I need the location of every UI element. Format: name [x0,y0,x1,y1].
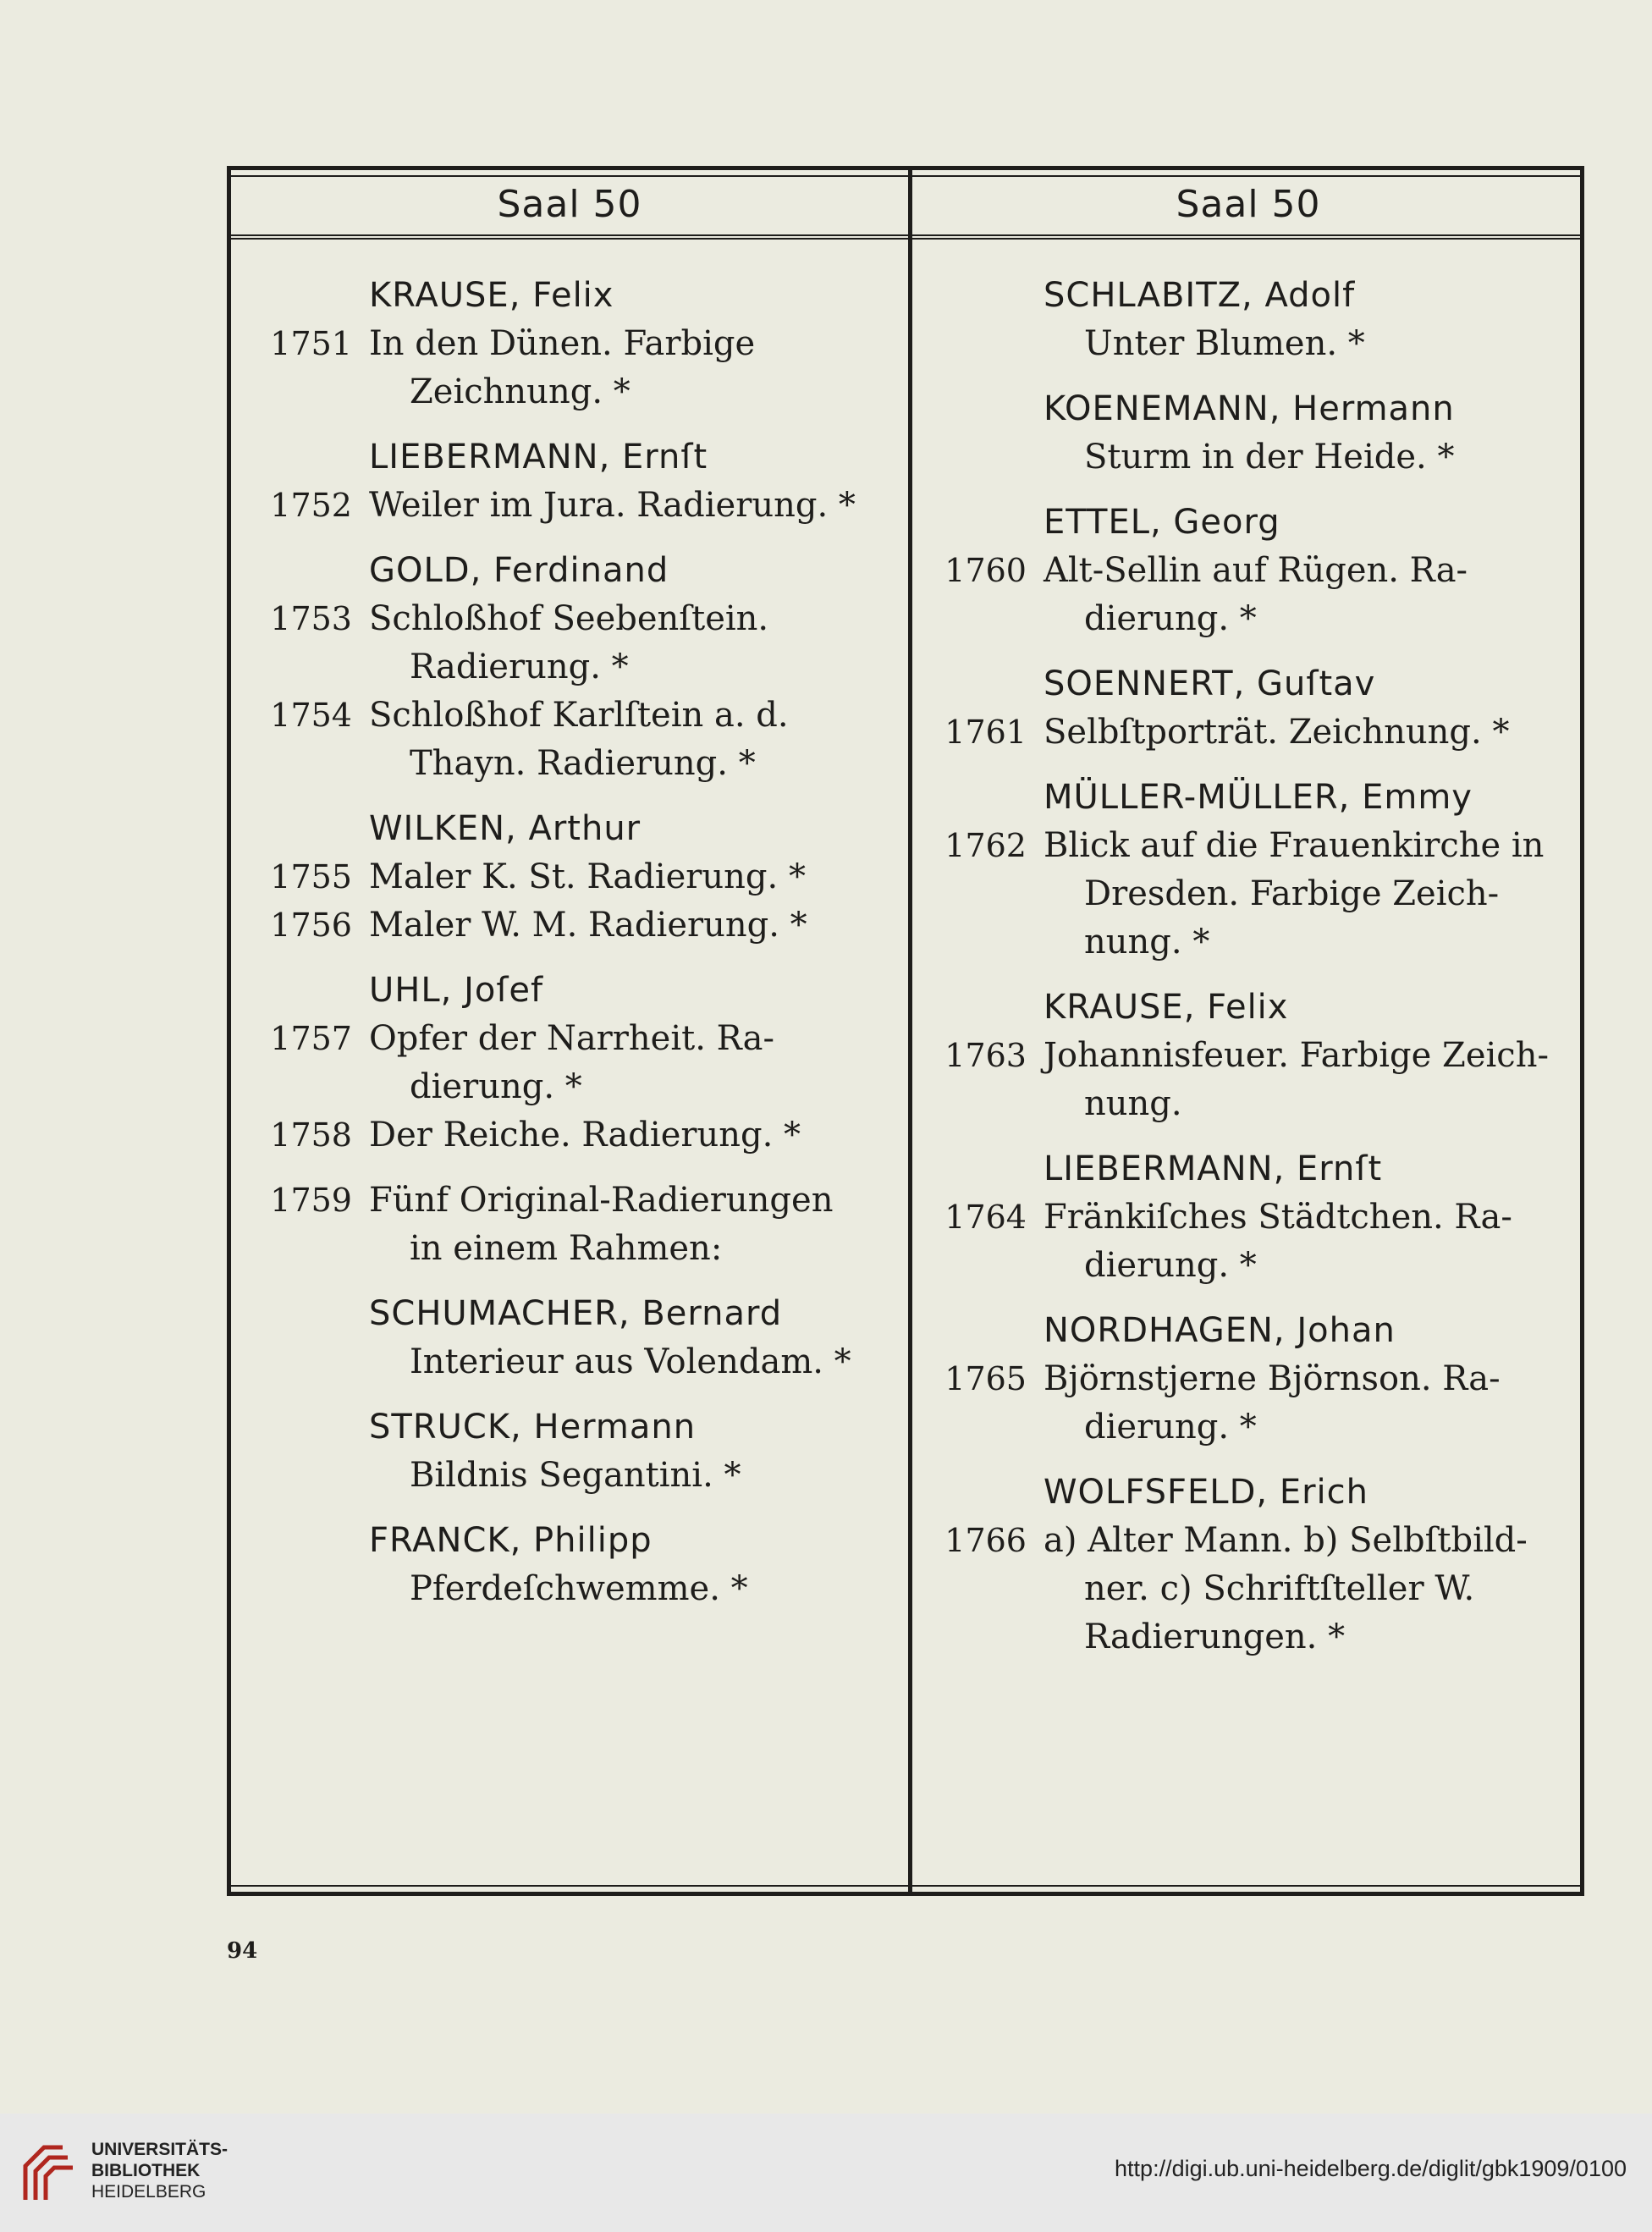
artist-entry [917,272,1582,368]
catalog-number [917,433,1044,482]
entry-gap [917,757,1582,774]
work-title-line: Interieur aus Volendam. * [410,1342,851,1381]
catalog-item [231,1177,900,1273]
catalog-item [231,1015,900,1111]
header-rule [231,234,1580,240]
catalog-item [917,822,1582,967]
artist-entry [231,967,900,1160]
work-title [1044,1032,1582,1128]
catalog-number: 1764 [944,1199,1027,1236]
artist-name: KRAUSE, Felix [369,276,614,315]
work-title-line: Zeichnung. * [410,372,631,411]
catalog-item [231,482,900,530]
catalog-number: 1762 [944,827,1027,864]
catalog-number: 1760 [944,552,1027,589]
library-logo-icon [19,2141,78,2207]
artist-entry [231,433,900,530]
artist-name: NORDHAGEN, Johan [1044,1311,1396,1350]
column-header-left: Saal 50 [497,183,642,226]
catalog-number: 1757 [270,1020,352,1057]
work-title [369,901,900,950]
work-title-line: Fünf Original-Radierungen [369,1181,834,1220]
artist-name: KRAUSE, Felix [1044,988,1289,1027]
artist-entry [231,1290,900,1386]
catalog-item [231,901,900,950]
work-title-line: nung. * [1084,923,1210,962]
work-title-line: Der Reiche. Radierung. * [369,1116,801,1155]
work-title [1044,1517,1582,1662]
catalog-number: 1753 [270,600,352,637]
work-title [1044,708,1582,757]
work-title-line: Alt-Sellin auf Rügen. Ra- [1044,551,1468,590]
artist-entry [231,547,900,788]
entry-gap [231,1160,900,1177]
artist-name: ETTEL, Georg [1044,503,1280,542]
work-title-line: Maler K. St. Radierung. * [369,857,806,896]
catalog-item [917,320,1582,368]
catalog-number [917,320,1044,368]
artist-name: STRUCK, Hermann [369,1408,697,1447]
catalog-item [231,1111,900,1160]
work-title-line: Maler W. M. Radierung. * [369,906,807,945]
catalog-number: 1755 [270,858,352,896]
artist-entry [231,272,900,416]
work-title-line: in einem Rahmen: [410,1229,723,1268]
work-title [369,1565,900,1613]
entry-gap [231,1273,900,1290]
entry-gap [917,643,1582,660]
library-line-3: HEIDELBERG [91,2182,206,2202]
column-header-right: Saal 50 [1176,183,1321,226]
library-line-2: BIBLIOTHEK [91,2161,201,2180]
work-title-line: nung. [1084,1084,1182,1123]
artist-name: MÜLLER-MÜLLER, Emmy [1044,778,1473,817]
artist-name: LIEBERMANN, Ernſt [1044,1149,1383,1188]
work-title [369,692,900,788]
work-title-line: dierung. * [1084,1246,1257,1285]
entry-gap [917,368,1582,385]
work-title [369,595,900,692]
work-title-line: a) Alter Mann. b) Selbſtbild- [1044,1521,1528,1560]
catalog-number: 1756 [270,907,352,944]
page-number: 94 [227,1938,258,1964]
catalog-table [227,166,1584,1896]
work-title [1044,433,1582,482]
catalog-item [917,1355,1582,1452]
library-line-1: UNIVERSITÄTS- [91,2140,229,2159]
artist-entry [917,774,1582,967]
work-title-line: Bildnis Segantini. * [410,1456,741,1495]
catalog-item [917,547,1582,643]
catalog-item [917,1193,1582,1290]
catalog-item [917,708,1582,757]
work-title-line: Opfer der Narrheit. Ra- [369,1019,775,1058]
catalog-number: 1759 [270,1182,352,1219]
entry-gap [917,967,1582,984]
work-title [369,320,900,416]
work-title-line: dierung. * [410,1067,582,1106]
catalog-number: 1751 [270,325,352,362]
catalog-number: 1766 [944,1522,1027,1559]
artist-entry [231,805,900,950]
work-title-line: Björnstjerne Björnson. Ra- [1044,1359,1501,1398]
artist-entry [231,1517,900,1613]
entry-gap [231,1386,900,1403]
right-column [917,272,1582,1662]
catalog-item [917,433,1582,482]
footer-bar [0,2114,1652,2232]
artist-name: SCHUMACHER, Bernard [369,1294,783,1333]
artist-entry [917,1307,1582,1452]
artist-entry [917,984,1582,1128]
catalog-number: 1761 [944,714,1027,751]
work-title [369,1452,900,1500]
work-title-line: In den Dünen. Farbige [369,324,756,363]
work-title-line: Blick auf die Frauenkirche in [1044,826,1545,865]
work-title [1044,547,1582,643]
left-column [231,272,900,1613]
artist-name: KOENEMANN, Hermann [1044,389,1455,428]
work-title [369,1111,900,1160]
entry-gap [231,530,900,547]
work-title [1044,1193,1582,1290]
catalog-item [231,1565,900,1613]
work-title [369,482,900,530]
entry-gap [231,788,900,805]
catalog-number: 1752 [270,487,352,524]
work-title-line: Radierungen. * [1084,1618,1346,1656]
catalog-item [231,595,900,692]
artist-name: FRANCK, Philipp [369,1521,653,1560]
work-title-line: dierung. * [1084,599,1257,638]
catalog-item [231,1452,900,1500]
work-title-line: dierung. * [1084,1408,1257,1447]
work-title-line: Dresden. Farbige Zeich- [1084,874,1500,913]
catalog-item [917,1517,1582,1662]
catalog-number [231,1452,369,1500]
work-title-line: Johannisfeuer. Farbige Zeich- [1044,1036,1549,1075]
artist-name: WILKEN, Arthur [369,809,642,848]
artist-entry [917,385,1582,482]
catalog-number: 1754 [270,697,352,734]
work-title [369,853,900,901]
work-title [1044,320,1582,368]
catalog-item [917,1032,1582,1128]
catalog-item [231,853,900,901]
artist-name: UHL, Joſef [369,971,544,1010]
entry-gap [917,1452,1582,1469]
entry-gap [917,482,1582,499]
catalog-number: 1758 [270,1116,352,1154]
catalog-number [231,1338,369,1386]
work-title [1044,822,1582,967]
entry-gap [231,416,900,433]
work-title [1044,1355,1582,1452]
work-title-line: Radierung. * [410,648,629,686]
artist-entry [231,1403,900,1500]
catalog-item [231,320,900,416]
artist-name: SCHLABITZ, Adolf [1044,276,1356,315]
column-divider [908,170,912,1892]
library-name [91,2139,228,2202]
catalog-number: 1763 [944,1037,1027,1074]
work-title-line: Schloßhof Karlſtein a. d. [369,696,789,735]
work-title-line: ner. c) Schriftſteller W. [1084,1569,1475,1608]
catalog-item [231,1338,900,1386]
work-title-line: Weiler im Jura. Radierung. * [369,486,856,525]
artist-name: SOENNERT, Guſtav [1044,664,1376,703]
entry-gap [917,1290,1582,1307]
work-title-line: Schloßhof Seebenſtein. [369,599,769,638]
work-title-line: Selbſtporträt. Zeichnung. * [1044,713,1510,752]
artist-name: GOLD, Ferdinand [369,551,669,590]
bottom-rule [231,1885,1580,1887]
catalog-number: 1765 [944,1360,1027,1397]
work-title [369,1015,900,1111]
artist-name: LIEBERMANN, Ernſt [369,438,708,477]
source-url-link[interactable]: http://digi.ub.uni-heidelberg.de/diglit/gbk1909/0100 [1115,2156,1627,2181]
work-title-line: Pferdeſchwemme. * [410,1569,748,1608]
catalog-number [231,1565,369,1613]
entry-gap [917,1128,1582,1145]
artist-entry [231,1177,900,1273]
work-title [369,1338,900,1386]
work-title-line: Fränkiſches Städtchen. Ra- [1044,1198,1512,1237]
artist-name: WOLFSFELD, Erich [1044,1473,1368,1512]
work-title [369,1177,900,1273]
catalog-item [231,692,900,788]
entry-gap [231,1500,900,1517]
artist-entry [917,660,1582,757]
artist-entry [917,1145,1582,1290]
work-title-line: Unter Blumen. * [1084,324,1365,363]
artist-entry [917,1469,1582,1662]
artist-entry [917,499,1582,643]
entry-gap [231,950,900,967]
work-title-line: Sturm in der Heide. * [1084,438,1455,477]
work-title-line: Thayn. Radierung. * [410,744,756,783]
